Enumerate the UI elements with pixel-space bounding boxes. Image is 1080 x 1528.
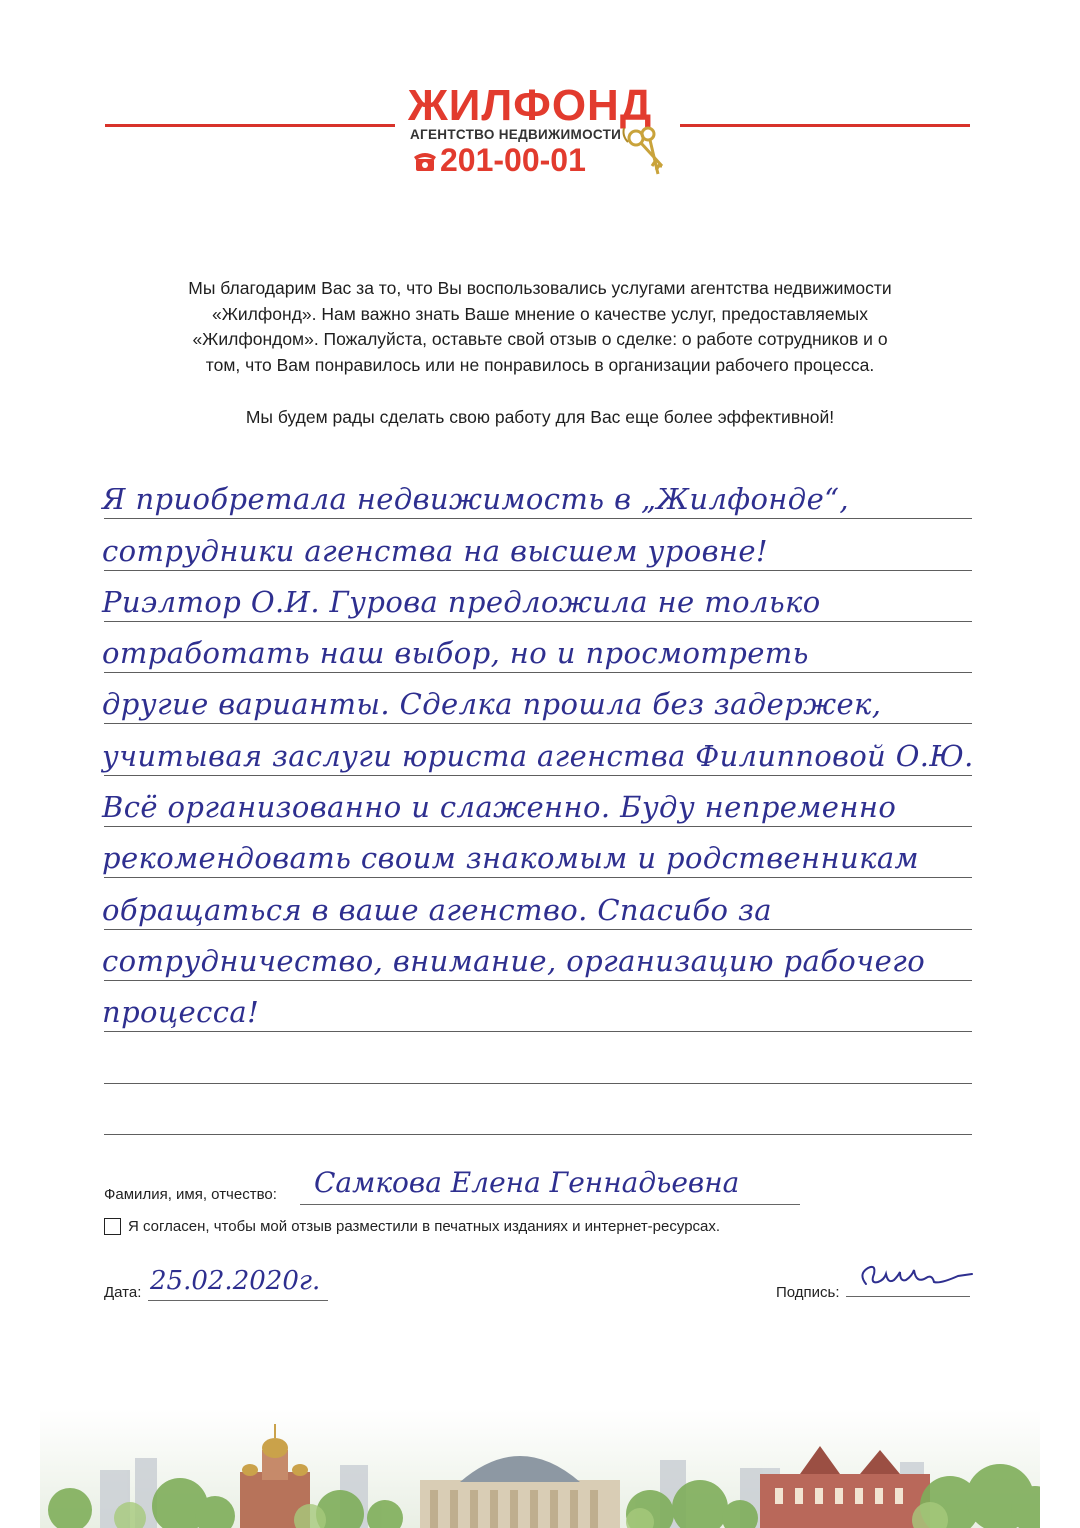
intro-paragraph-2: Мы будем рады сделать свою работу для Вас еще более эффективной! [245,407,835,427]
review-line [104,724,972,775]
intro-line: Мы благодарим Вас за то, что Вы воспользовались услугами агентства недвижимости [188,278,892,298]
review-line [104,571,972,622]
logo-subtitle: АГЕНТСТВО НЕДВИЖИМОСТИ [410,127,622,142]
review-line [104,468,972,519]
review-line-text: Всё организованно и слаженно. Буду непременно [102,790,897,825]
header-rule-left [105,124,395,127]
review-line-text: Риэлтор О.И. Гурова предложила не только [102,584,821,619]
review-line-text: обращаться в ваше агенство. Спасибо за [102,892,772,927]
phone-icon [412,145,438,175]
logo-phone: 201-00-01 [440,142,586,178]
name-value[interactable]: Самкова Елена Геннадьевна [314,1166,740,1199]
review-line [104,622,972,673]
review-line [104,878,972,929]
date-label: Дата: [104,1284,142,1301]
intro-line: «Жилфондом». Пожалуйста, оставьте свой отзыв о сделке: о работе сотрудников и о [192,329,888,349]
signature-underline [846,1296,970,1297]
review-line-text: сотрудничество, внимание, организацию рабочего [102,943,926,978]
intro-paragraph-1 [108,276,972,378]
review-line [104,930,972,981]
signature-image [848,1254,978,1296]
review-line-text: рекомендовать своим знакомым и родственникам [102,841,919,876]
review-line-text: другие варианты. Сделка прошла без задержек, [102,687,882,722]
review-line [104,519,972,570]
review-line-text: отработать наш выбор, но и просмотреть [102,636,809,671]
review-line-text: сотрудники агенства на высшем уровне! [102,533,768,568]
intro-line: «Жилфонд». Нам важно знать Ваше мнение о качестве услуг, предоставляемых [212,303,868,324]
header-rule-right [680,124,970,127]
review-line [104,776,972,827]
name-underline [300,1204,800,1205]
review-line-text: Я приобретала недвижимость в „Жилфонде“, [102,482,849,517]
logo-phone-row [412,142,586,178]
review-line [104,673,972,724]
review-lines [104,468,972,1135]
logo-brand: ЖИЛФОНД [408,81,653,130]
city-panorama-image [40,1410,1040,1528]
name-label: Фамилия, имя, отчество: [104,1186,277,1203]
intro-text [108,276,972,431]
keys-icon [618,122,678,182]
consent-checkbox[interactable] [104,1218,121,1235]
review-line [104,1084,972,1135]
review-line-text: процесса! [102,995,260,1030]
review-line [104,981,972,1032]
intro-line: том, что Вам понравилось или не понравилось в организации рабочего процесса. [205,354,875,375]
review-line-text: учитывая заслуги юриста агенства Филипповой О.Ю. [102,738,974,773]
signature-label: Подпись: [776,1284,840,1301]
date-underline [148,1300,328,1301]
review-line [104,827,972,878]
review-line [104,1032,972,1083]
date-value[interactable]: 25.02.2020г. [150,1266,321,1296]
consent-label: Я согласен, чтобы мой отзыв разместили в печатных изданиях и интернет-ресурсах. [128,1218,721,1235]
zhilfond-logo [400,82,680,192]
